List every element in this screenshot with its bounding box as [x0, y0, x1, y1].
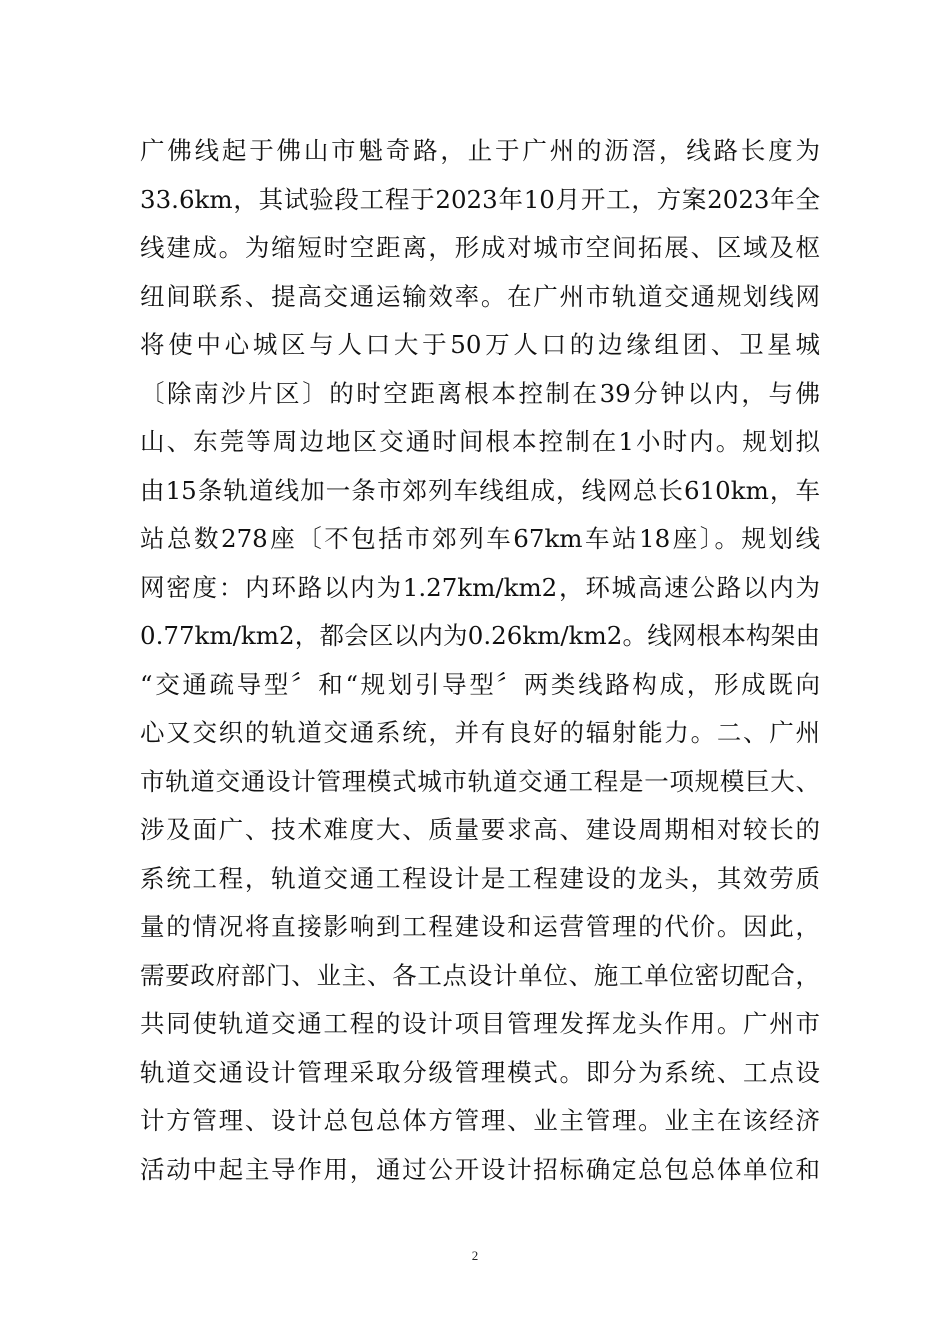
body-text [140, 127, 820, 1194]
text-line: 需要政府部门、业主、各工点设计单位、施工单位密切配合， [140, 960, 820, 990]
text-line: 将使中心城区与人口大于50万人口的边缘组团、卫星城 [140, 330, 820, 359]
text-line: 山、东莞等周边地区交通时间根本控制在1小时内。规划拟 [140, 427, 820, 456]
text-line: 站总数278座〔不包括市郊列车67km车站18座〕。规划线 [140, 524, 820, 553]
text-line: 市轨道交通设计管理模式城市轨道交通工程是一项规模巨大、 [140, 766, 820, 796]
text-line: 量的情况将直接影响到工程建设和运营管理的代价。因此， [140, 912, 820, 941]
text-line: 心又交织的轨道交通系统，并有良好的辐射能力。二、广州 [140, 718, 820, 747]
text-line: 广佛线起于佛山市魁奇路，止于广州的沥滘，线路长度为 [140, 136, 820, 165]
text-line: 33.6km，其试验段工程于2023年10月开工，方案2023年全 [140, 184, 820, 214]
text-line: 计方管理、设计总包总体方管理、业主管理。业主在该经济 [140, 1106, 820, 1135]
text-line: 共同使轨道交通工程的设计项目管理发挥龙头作用。广州市 [140, 1009, 820, 1038]
text-line: “交通疏导型〞和“规划引导型〞两类线路构成，形成既向 [140, 669, 820, 699]
text-line: 系统工程，轨道交通工程设计是工程建设的龙头，其效劳质 [140, 863, 820, 893]
text-line: 纽间联系、提高交通运输效率。在广州市轨道交通规划线网 [140, 281, 820, 311]
text-line: 〔除南沙片区〕的时空距离根本控制在39分钟以内，与佛 [140, 378, 820, 408]
page-number: 2 [471, 1248, 479, 1263]
text-line: 轨道交通设计管理采取分级管理模式。即分为系统、工点设 [140, 1057, 820, 1087]
text-line: 0.77km/km2，都会区以内为0.26km/km2。线网根本构架由 [140, 621, 820, 650]
text-line: 涉及面广、技术难度大、质量要求高、建设周期相对较长的 [140, 815, 820, 844]
text-line: 由15条轨道线加一条市郊列车线组成，线网总长610km，车 [140, 475, 820, 505]
text-line: 线建成。为缩短时空距离，形成对城市空间拓展、区域及枢 [140, 233, 820, 262]
text-line: 活动中起主导作用，通过公开设计招标确定总包总体单位和 [140, 1154, 820, 1184]
text-line: 网密度：内环路以内为1.27km/km2，环城高速公路以内为 [140, 572, 820, 602]
